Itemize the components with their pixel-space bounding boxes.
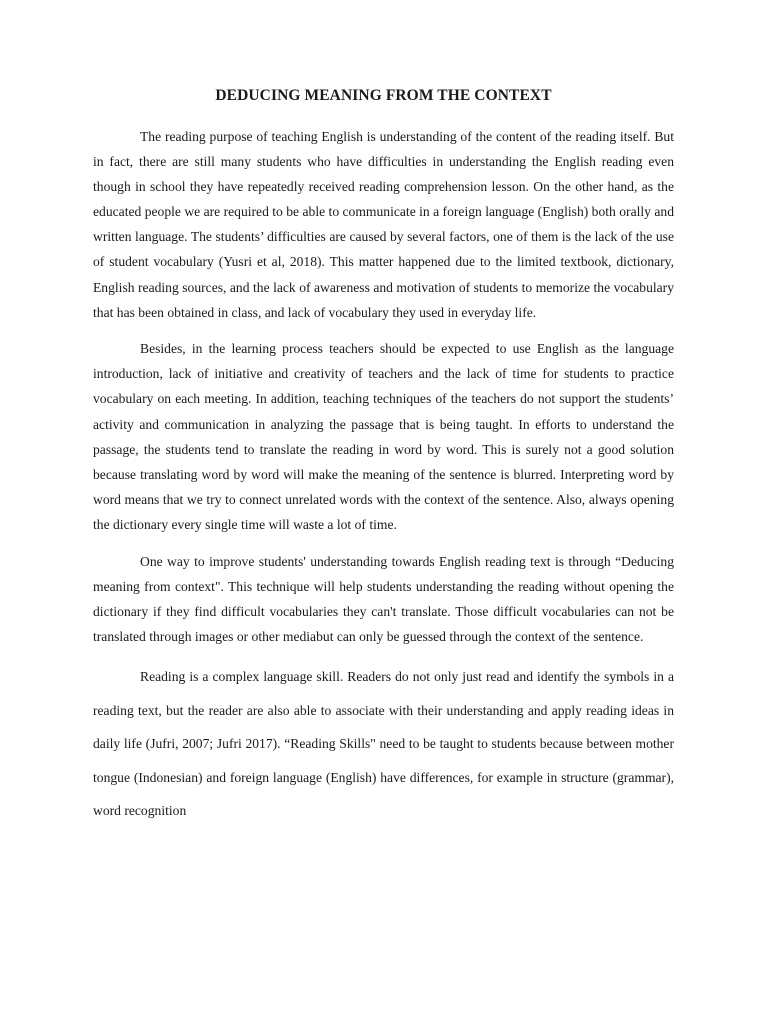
paragraph-4: Reading is a complex language skill. Readers do not only just read and identify the symbols in a reading text, but the reader are also able to associate with their understanding and apply reading ideas in daily life (Jufri, 2007; Jufri 2017). “Reading Skills" need to be taught to students because between mother tongue (Indonesian) and foreign language (English) have differences, for example in structure (grammar), word recognition	[93, 669, 674, 818]
paragraph-2: Besides, in the learning process teachers should be expected to use English as the language introduction, lack of initiative and creativity of teachers and the lack of time for students to practice vocabulary on each meeting. In addition, teaching techniques of the teachers do not support the students’ activity and communication in analyzing the passage that is being taught. In efforts to understand the passage, the students tend to translate the reading in word by word. This is surely not a good solution because translating word by word will make the meaning of the sentence is blurred. Interpreting word by word means that we try to connect unrelated words with the context of the sentence. Also, always opening the dictionary every single time will waste a lot of time.	[93, 341, 674, 532]
paragraph-3: One way to improve students' understanding towards English reading text is through “Deducing meaning from context". This technique will help students understanding the reading without opening the dictionary if they find difficult vocabularies they can't translate. Those difficult vocabularies can not be translated through images or other mediabut can only be guessed through the context of the sentence.	[93, 553, 674, 644]
paragraph-1: The reading purpose of teaching English is understanding of the content of the reading itself. But in fact, there are still many students who have difficulties in understanding the English reading even though in school they have repeatedly received reading comprehension lesson. On the other hand, as the educated people we are required to be able to communicate in a foreign language (English) both orally and written language. The students’ difficulties are caused by several factors, one of them is the lack of the use of student vocabulary (Yusri et al, 2018). This matter happened due to the limited textbook, dictionary, English reading sources, and the lack of awareness and motivation of students to memorize the vocabulary that has been obtained in class, and lack of vocabulary they used in everyday life.	[93, 129, 674, 320]
document-page	[93, 85, 674, 839]
document-title: DEDUCING MEANING FROM THE CONTEXT	[215, 87, 552, 104]
